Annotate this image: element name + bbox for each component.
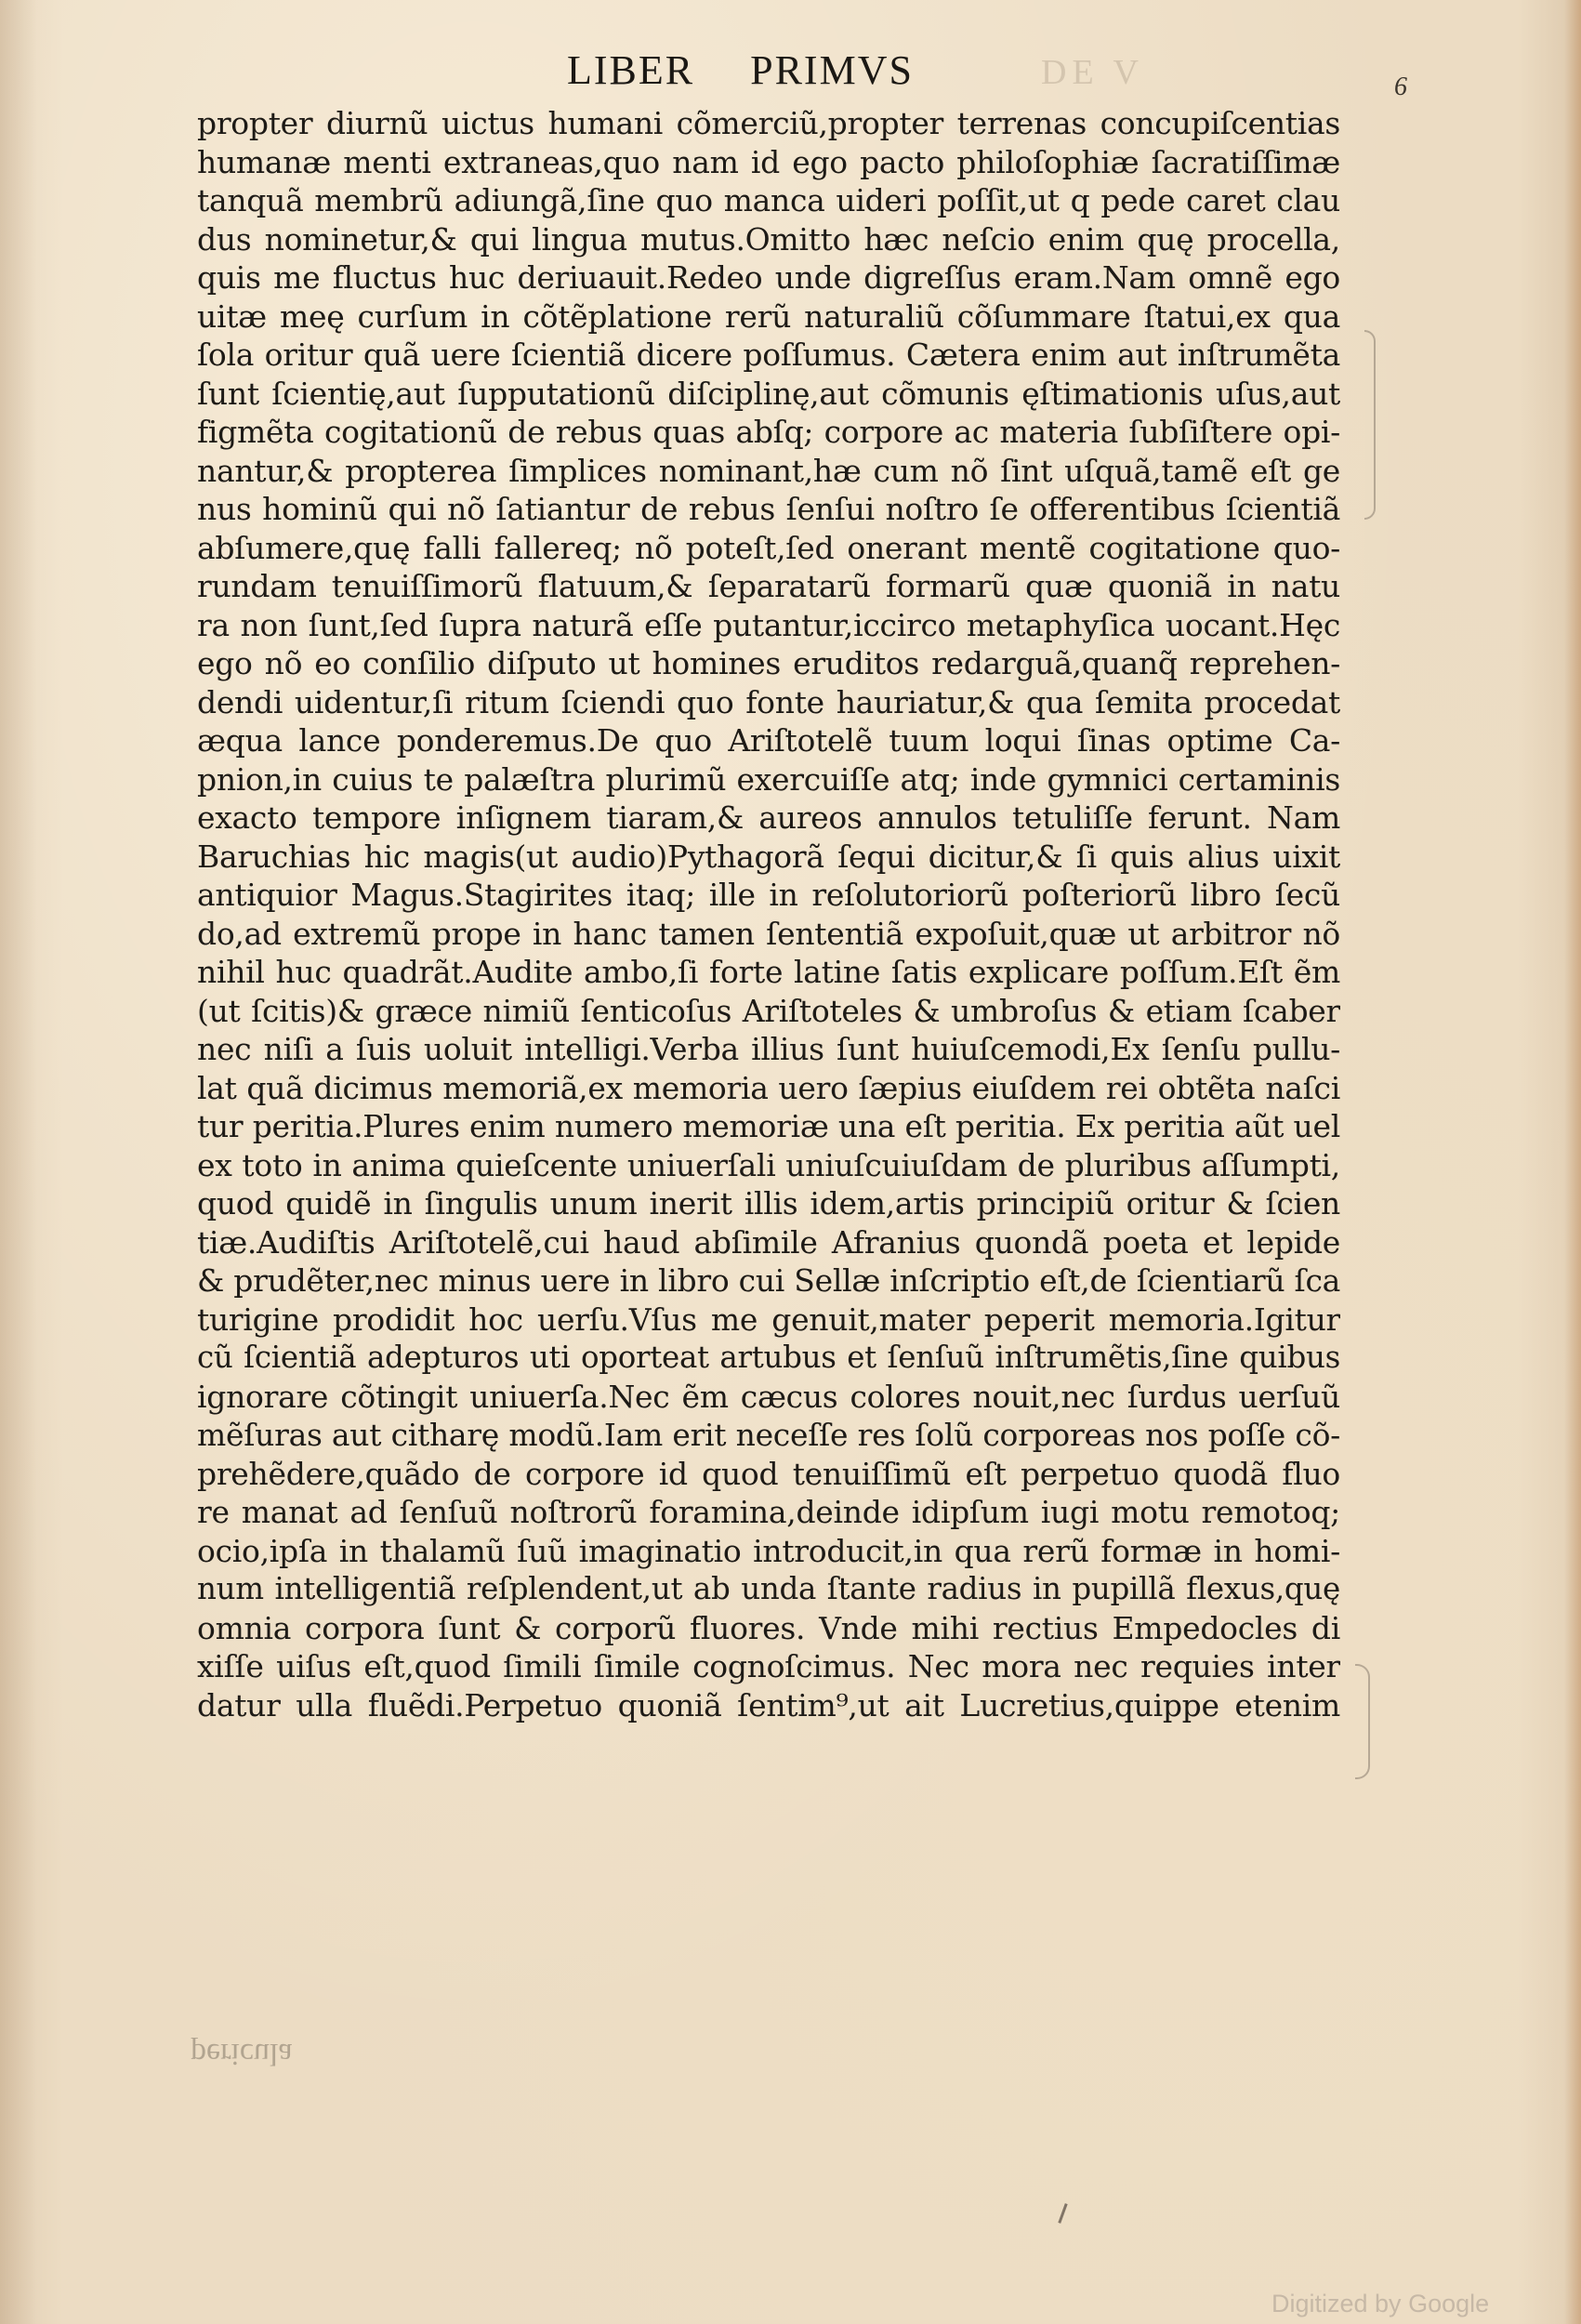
running-head: [567, 46, 914, 94]
text-line: ex toto in anima quieſcente uniuerſali uniuſcuiuſdam de pluribus aſſumpti,: [197, 1146, 1340, 1183]
text-line: tur peritia.Plures enim numero memoriæ una eſt peritia. Ex peritia aũt uel: [197, 1108, 1340, 1144]
text-line: nantur,& propterea ſimplices nominant,hæ cum nõ ſint uſquã,tamẽ eſt ge: [197, 452, 1340, 489]
text-line: æqua lance ponderemus.De quo Ariſtotelẽ tuum loqui ſinas optime Ca-: [197, 722, 1340, 759]
text-line: ſola oritur quã uere ſcientiã dicere poſſumus. Cætera enim aut inſtrumẽta: [197, 337, 1340, 373]
show-through-catchword: pericula: [191, 2037, 293, 2071]
text-line: ocio,ipſa in thalamũ ſuũ imaginatio introducit,in qua rerũ formæ in homi-: [197, 1532, 1340, 1569]
text-line: quod quidẽ in ſingulis unum inerit illis idem,artis principiũ oritur & ſcien: [197, 1185, 1340, 1221]
margin-bracket-mark: [1355, 1664, 1370, 1779]
text-line: ego nõ eo conſilio diſputo ut homines eruditos redarguã,quanq̃ reprehen-: [197, 645, 1340, 681]
text-line: tiæ.Audiſtis Ariſtotelẽ,cui haud abſimile Afranius quondã poeta et lepide: [197, 1223, 1340, 1261]
text-line: (ut ſcitis)& græce nimiũ ſenticoſus Ariſtoteles & umbroſus & etiam ſcaber: [197, 992, 1340, 1029]
text-line: dus nominetur,& qui lingua mutus.Omitto hæc neſcio enim quę procella,: [197, 220, 1340, 257]
running-head-right: PRIMVS: [750, 47, 914, 93]
text-line: do,ad extremũ prope in hanc tamen ſententiã expoſuit,quæ ut arbitror nõ: [197, 915, 1340, 952]
text-line: nec niſi a ſuis uoluit intelligi.Verba illius ſunt huiuſcemodi,Ex ſenſu pullu-: [197, 1031, 1340, 1067]
text-line: lat quã dicimus memoriã,ex memoria uero ſæpius eiuſdem rei obtẽta naſci: [197, 1069, 1340, 1106]
text-line: datur ulla fluẽdi.Perpetuo quoniã ſentim⁹,ut ait Lucretius,quippe etenim: [197, 1686, 1340, 1723]
text-line: re manat ad ſenſuũ noſtrorũ foramina,deinde idipſum iugi motu remotoq;: [197, 1494, 1340, 1530]
ink-mark: [1058, 2203, 1067, 2224]
text-line: num intelligentiã reſplendent,ut ab unda ſtante radius in pupillã flexus,quę: [197, 1571, 1340, 1606]
text-line: abſumere,quę falli fallereq; nõ poteſt,ſed onerant mentẽ cogitatione quo-: [197, 529, 1340, 566]
show-through-text: DE V: [1041, 53, 1144, 92]
text-line: propter diurnũ uictus humani cõmerciũ,propter terrenas concupiſcentias: [197, 105, 1340, 141]
text-line: nihil huc quadrãt.Audite ambo,ſi forte latine ſatis explicare poſſum.Eſt ẽm: [197, 954, 1340, 990]
text-line: turigine prodidit hoc uerſu.Vſus me genuit,mater peperit memoria.Igitur: [197, 1301, 1340, 1338]
text-line: tanquã membrũ adiungã,ſine quo manca uideri poſſit,ut q pede caret clau: [197, 182, 1340, 218]
text-line: omnia corpora ſunt & corporũ fluores. Vnde mihi rectius Empedocles di: [197, 1609, 1340, 1646]
text-block: [197, 104, 1340, 1724]
text-line: figmẽta cogitationũ de rebus quas abſq; corpore ac materia ſubſiſtere opi-: [197, 414, 1340, 450]
text-line: ignorare cõtingit uniuerſa.Nec ẽm cæcus colores nouit,nec ſurdus uerſuũ: [197, 1378, 1340, 1415]
text-line: uitæ meę curſum in cõtẽplatione rerũ naturaliũ cõſummare ſtatui,ex qua: [197, 297, 1340, 335]
text-line: nus hominũ qui nõ ſatiantur de rebus ſenſui noſtro ſe offerentibus ſcientiã: [197, 491, 1340, 527]
text-line: ſunt ſcientię,aut ſupputationũ diſciplinę,aut cõmunis ęſtimationis uſus,aut: [197, 375, 1340, 412]
text-line: Baruchias hic magis(ut audio)Pythagorã ſequi dicitur,& ſi quis alius uixit: [197, 838, 1340, 875]
text-line: rundam tenuiſſimorũ flatuum,& ſeparatarũ formarũ quæ quoniã in natu: [197, 568, 1340, 604]
text-line: & prudẽter,nec minus uere in libro cui Sellæ inſcriptio eſt,de ſcientiarũ ſca: [197, 1262, 1340, 1299]
text-line: mẽſuras aut citharę modũ.Iam erit neceſſe res ſolũ corporeas nos poſſe cõ-: [197, 1417, 1340, 1453]
margin-bracket-mark: [1364, 330, 1376, 520]
text-line: antiquior Magus.Stagirites itaq; ille in reſolutoriorũ poſteriorũ libro ſecũ: [197, 877, 1340, 913]
text-line: pnion,in cuius te palæſtra plurimũ exercuiſſe atq; inde gymnici certaminis: [197, 760, 1340, 798]
text-line: dendi uidentur,ſi ritum ſciendi quo fonte hauriatur,& qua ſemita procedat: [197, 683, 1340, 720]
text-line: prehẽdere,quãdo de corpore id quod tenuiſſimũ eſt perpetuo quodã fluo: [197, 1455, 1340, 1492]
folio-number: 6: [1394, 73, 1407, 101]
text-line: quis me fluctus huc deriuauit.Redeo unde digreſſus eram.Nam omnẽ ego: [197, 259, 1340, 296]
running-head-left: LIBER: [567, 47, 695, 93]
text-line: exacto tempore inſignem tiaram,& aureos annulos tetuliſſe ferunt. Nam: [197, 799, 1340, 836]
page-edge: [1564, 0, 1581, 2324]
text-line: xiſſe uiſus eſt,quod ſimili ſimile cognoſcimus. Nec mora nec requies inter: [197, 1648, 1340, 1684]
text-line: cũ ſcientiã adepturos uti oporteat artubus et ſenſuũ inſtrumẽtis,ſine quibus: [197, 1340, 1340, 1375]
text-line: ra non ſunt,ſed ſupra naturã eſſe putantur,iccirco metaphyſica uocant.Hęc: [197, 606, 1340, 643]
text-line: humanæ menti extraneas,quo nam id ego pacto philoſophiæ ſacratiſſimæ: [197, 143, 1340, 180]
watermark: Digitized by Google: [1271, 2290, 1490, 2317]
page-shadow: [0, 0, 37, 2324]
